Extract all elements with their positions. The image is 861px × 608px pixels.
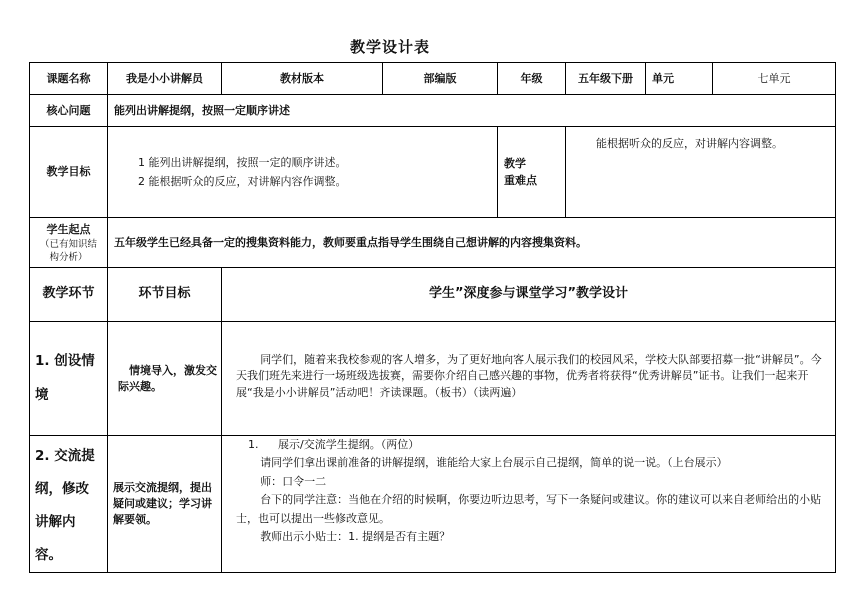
section-header-row [30,268,836,322]
grade-value: 五年级下册 [566,63,646,95]
stage2-name: 2. 交流提纲，修改讲解内容。 [30,436,108,573]
grade-label: 年级 [498,63,566,95]
core-question-row [30,95,836,127]
edition-value: 部编版 [383,63,498,95]
edition-label: 教材版本 [222,63,383,95]
lesson-plan-table [29,62,836,573]
stage2-line: 教师出示小贴士：1. 提纲是否有主题？ [260,530,451,544]
stage-column-header: 教学环节 [30,268,108,322]
unit-label: 单元 [646,63,713,95]
design-column-header: 学生”深度参与课堂学习”教学设计 [222,268,836,322]
stage1-row [30,322,836,436]
start-point-value: 五年级学生已经具备一定的搜集资料能力，教师要重点指导学生围绕自己想讲解的内容搜集资料。 [108,218,836,268]
key-points-value: 能根据听众的反应，对讲解内容调整。 [566,127,836,218]
stage2-line: 台下的同学注意：当他在介绍的时候啊，你要边听边思考，写下一条疑问或建议。你的建议可以来自老师给出的小贴士，也可以提出一些修改意见。 [236,493,822,525]
start-point-label-cell [30,218,108,268]
stage2-item-number: 1. [248,438,259,451]
key-points-label-line1: 教学 [504,156,526,170]
stage2-content [222,436,836,573]
stage1-paragraph: 同学们，随着来我校参观的客人增多，为了更好地向客人展示我们的校园风采，学校大队部要招募一批“讲解员”。今天我们班先来进行一场班级选拔赛，需要你介绍自己感兴趣的事物，优秀者将获得“优秀讲解员”证书。让我们一起来开展“我是小小讲解员”活动吧！齐读课题。（板书）（读两遍） [236,352,822,399]
header-row [30,63,836,95]
stage1-name: 1. 创设情境 [30,322,108,436]
stage1-goal-text: 情境导入，激发交际兴趣。 [118,363,217,393]
start-point-note: 构分析） [49,252,88,264]
page-title: 教学设计表 [349,38,430,56]
objective-item: 1 能列出讲解提纲，按照一定的顺序讲述。 [138,155,347,169]
objectives-row [30,127,836,218]
goal-column-header: 环节目标 [108,268,222,322]
core-question-label: 核心问题 [30,95,108,127]
start-point-row [30,218,836,268]
objective-item: 2 能根据听众的反应，对讲解内容作调整。 [138,175,347,188]
lesson-label: 课题名称 [30,63,108,95]
objectives-list [108,127,498,218]
stage2-line: 师：口令一二 [260,474,327,488]
stage1-content [222,322,836,436]
stage2-row [30,436,836,573]
lesson-value: 我是小小讲解员 [108,63,222,95]
objectives-label: 教学目标 [30,127,108,218]
key-points-label [498,127,566,218]
key-points-label-line2: 重难点 [504,174,537,187]
stage2-item-heading [248,436,829,454]
stage2-line: 请同学们拿出课前准备的讲解提纲，谁能给大家上台展示自己提纲，简单的说一说。（上台展示） [260,456,728,470]
start-point-label: 学生起点 [46,222,91,236]
stage1-goal [108,322,222,436]
stage2-goal: 展示交流提纲，提出疑问或建议；学习讲解要领。 [108,436,222,573]
stage2-item-title: 展示/交流学生提纲。（两位） [278,438,420,451]
unit-value: 七单元 [713,63,836,95]
start-point-note: （已有知识结 [39,238,97,250]
core-question-value: 能列出讲解提纲，按照一定顺序讲述 [108,95,836,127]
